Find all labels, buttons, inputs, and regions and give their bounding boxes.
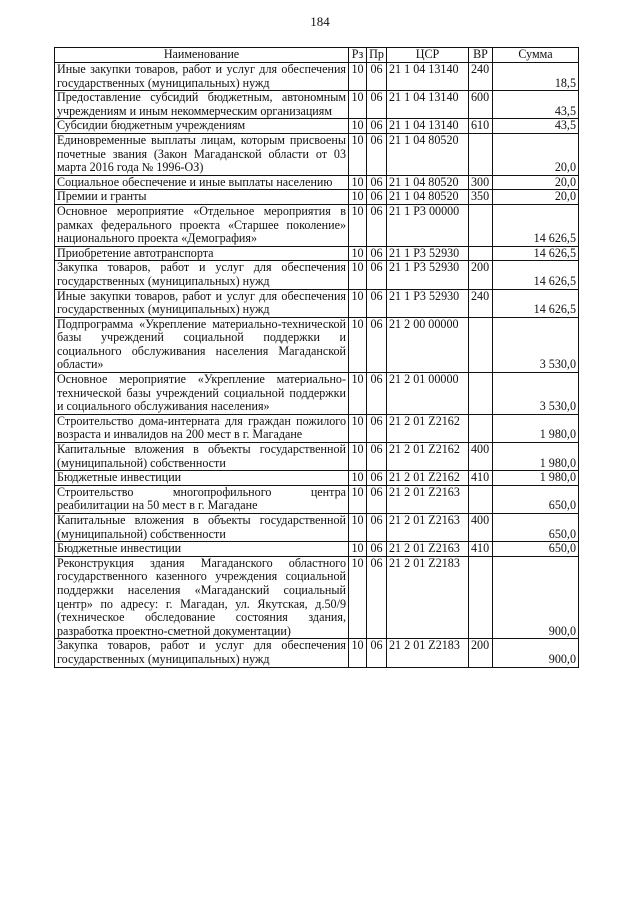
cell-sum: 3 530,0 xyxy=(493,317,579,372)
cell-vr: 600 xyxy=(469,91,493,119)
table-row xyxy=(55,133,579,175)
cell-csr: 21 2 01 Z2163 xyxy=(387,542,469,557)
cell-pr: 06 xyxy=(367,91,387,119)
cell-name: Предоставление субсидий бюджетным, автономным учреждениям и иным некоммерческим организациям xyxy=(55,91,349,119)
cell-pr: 06 xyxy=(367,119,387,134)
cell-csr: 21 1 04 80520 xyxy=(387,190,469,205)
cell-name: Строительство дома-интерната для граждан пожилого возраста и инвалидов на 200 мест в г. Магадане xyxy=(55,414,349,442)
table-row xyxy=(55,190,579,205)
cell-vr: 400 xyxy=(469,514,493,542)
cell-csr: 21 2 00 00000 xyxy=(387,317,469,372)
table-row xyxy=(55,514,579,542)
cell-rz: 10 xyxy=(349,133,367,175)
header-csr: ЦСР xyxy=(387,48,469,63)
cell-csr: 21 1 P3 52930 xyxy=(387,289,469,317)
cell-pr: 06 xyxy=(367,317,387,372)
cell-sum: 14 626,5 xyxy=(493,261,579,289)
header-pr: Пр xyxy=(367,48,387,63)
cell-sum: 3 530,0 xyxy=(493,373,579,415)
cell-vr xyxy=(469,485,493,513)
cell-pr: 06 xyxy=(367,246,387,261)
cell-name: Капитальные вложения в объекты государственной (муниципальной) собственности xyxy=(55,443,349,471)
cell-vr: 410 xyxy=(469,542,493,557)
cell-rz: 10 xyxy=(349,514,367,542)
cell-vr: 400 xyxy=(469,443,493,471)
cell-name: Капитальные вложения в объекты государственной (муниципальной) собственности xyxy=(55,514,349,542)
cell-name: Субсидии бюджетным учреждениям xyxy=(55,119,349,134)
header-row xyxy=(55,48,579,63)
cell-pr: 06 xyxy=(367,373,387,415)
cell-sum: 43,5 xyxy=(493,91,579,119)
header-vr: ВР xyxy=(469,48,493,63)
cell-vr xyxy=(469,414,493,442)
table-row xyxy=(55,373,579,415)
cell-rz: 10 xyxy=(349,443,367,471)
cell-csr: 21 1 04 13140 xyxy=(387,91,469,119)
cell-sum: 20,0 xyxy=(493,133,579,175)
cell-rz: 10 xyxy=(349,639,367,667)
cell-rz: 10 xyxy=(349,190,367,205)
cell-rz: 10 xyxy=(349,485,367,513)
cell-csr: 21 1 04 80520 xyxy=(387,133,469,175)
cell-sum: 900,0 xyxy=(493,639,579,667)
cell-sum: 900,0 xyxy=(493,556,579,639)
cell-name: Премии и гранты xyxy=(55,190,349,205)
table-row xyxy=(55,119,579,134)
cell-vr: 300 xyxy=(469,175,493,190)
cell-pr: 06 xyxy=(367,485,387,513)
cell-rz: 10 xyxy=(349,414,367,442)
table-row xyxy=(55,471,579,486)
cell-csr: 21 2 01 Z2162 xyxy=(387,443,469,471)
cell-sum: 1 980,0 xyxy=(493,443,579,471)
cell-csr: 21 1 P3 52930 xyxy=(387,246,469,261)
table-row xyxy=(55,289,579,317)
cell-sum: 18,5 xyxy=(493,63,579,91)
cell-csr: 21 1 04 80520 xyxy=(387,175,469,190)
cell-sum: 1 980,0 xyxy=(493,471,579,486)
cell-pr: 06 xyxy=(367,639,387,667)
cell-rz: 10 xyxy=(349,542,367,557)
budget-table xyxy=(54,47,579,668)
cell-rz: 10 xyxy=(349,175,367,190)
cell-csr: 21 1 P3 00000 xyxy=(387,204,469,246)
cell-rz: 10 xyxy=(349,63,367,91)
cell-pr: 06 xyxy=(367,414,387,442)
table-row xyxy=(55,556,579,639)
cell-csr: 21 2 01 Z2163 xyxy=(387,485,469,513)
table-row xyxy=(55,485,579,513)
cell-rz: 10 xyxy=(349,556,367,639)
table-row xyxy=(55,91,579,119)
cell-vr: 610 xyxy=(469,119,493,134)
cell-name: Подпрограмма «Укрепление материально-технической базы учреждений социальной поддержки и социального обслуживания населения Магаданской области» xyxy=(55,317,349,372)
table-row xyxy=(55,639,579,667)
cell-name: Реконструкция здания Магаданского областного государственного казенного учреждения социальной поддержки населения «Магаданский социальный центр» по адресу: г. Магадан, ул. Якутская, д.50/9 (техническое обследование состояния здания, разработка проектно-сметной документации) xyxy=(55,556,349,639)
cell-rz: 10 xyxy=(349,119,367,134)
cell-pr: 06 xyxy=(367,133,387,175)
page-number: 184 xyxy=(310,14,330,29)
cell-pr: 06 xyxy=(367,175,387,190)
cell-name: Строительство многопрофильного центра реабилитации на 50 мест в г. Магадане xyxy=(55,485,349,513)
cell-pr: 06 xyxy=(367,443,387,471)
cell-rz: 10 xyxy=(349,204,367,246)
table-header xyxy=(55,48,579,63)
cell-sum: 14 626,5 xyxy=(493,246,579,261)
cell-pr: 06 xyxy=(367,514,387,542)
cell-vr xyxy=(469,317,493,372)
cell-name: Основное мероприятие «Отдельное мероприятия в рамках федерального проекта «Старшее поколение» национального проекта «Демография» xyxy=(55,204,349,246)
table-row xyxy=(55,246,579,261)
table-row xyxy=(55,317,579,372)
cell-pr: 06 xyxy=(367,261,387,289)
cell-vr: 240 xyxy=(469,289,493,317)
cell-pr: 06 xyxy=(367,471,387,486)
cell-rz: 10 xyxy=(349,471,367,486)
cell-vr xyxy=(469,204,493,246)
cell-name: Единовременные выплаты лицам, которым присвоены почетные звания (Закон Магаданской области от 03 марта 2016 года № 1996-ОЗ) xyxy=(55,133,349,175)
cell-pr: 06 xyxy=(367,204,387,246)
cell-csr: 21 2 01 Z2183 xyxy=(387,556,469,639)
cell-name: Приобретение автотранспорта xyxy=(55,246,349,261)
cell-rz: 10 xyxy=(349,91,367,119)
cell-sum: 14 626,5 xyxy=(493,289,579,317)
cell-vr: 410 xyxy=(469,471,493,486)
cell-sum: 650,0 xyxy=(493,514,579,542)
cell-vr xyxy=(469,556,493,639)
cell-name: Основное мероприятие «Укрепление материально-технической базы учреждений социальной поддержки и социального обслуживания населения» xyxy=(55,373,349,415)
cell-vr: 200 xyxy=(469,639,493,667)
cell-sum: 650,0 xyxy=(493,485,579,513)
cell-sum: 43,5 xyxy=(493,119,579,134)
cell-vr: 200 xyxy=(469,261,493,289)
cell-name: Иные закупки товаров, работ и услуг для обеспечения государственных (муниципальных) нужд xyxy=(55,63,349,91)
table-body xyxy=(55,63,579,668)
cell-csr: 21 1 04 13140 xyxy=(387,63,469,91)
header-sum: Сумма xyxy=(493,48,579,63)
cell-rz: 10 xyxy=(349,317,367,372)
cell-pr: 06 xyxy=(367,190,387,205)
cell-sum: 14 626,5 xyxy=(493,204,579,246)
cell-pr: 06 xyxy=(367,542,387,557)
cell-name: Бюджетные инвестиции xyxy=(55,471,349,486)
cell-csr: 21 1 P3 52930 xyxy=(387,261,469,289)
cell-rz: 10 xyxy=(349,261,367,289)
cell-vr: 240 xyxy=(469,63,493,91)
table-row xyxy=(55,175,579,190)
cell-pr: 06 xyxy=(367,289,387,317)
table-row xyxy=(55,204,579,246)
cell-sum: 20,0 xyxy=(493,190,579,205)
table-row xyxy=(55,261,579,289)
table-row xyxy=(55,414,579,442)
table-row xyxy=(55,542,579,557)
cell-name: Иные закупки товаров, работ и услуг для обеспечения государственных (муниципальных) нужд xyxy=(55,289,349,317)
table-row xyxy=(55,63,579,91)
cell-name: Закупка товаров, работ и услуг для обеспечения государственных (муниципальных) нужд xyxy=(55,261,349,289)
cell-csr: 21 2 01 00000 xyxy=(387,373,469,415)
cell-name: Социальное обеспечение и иные выплаты населению xyxy=(55,175,349,190)
cell-vr xyxy=(469,373,493,415)
cell-rz: 10 xyxy=(349,289,367,317)
cell-name: Закупка товаров, работ и услуг для обеспечения государственных (муниципальных) нужд xyxy=(55,639,349,667)
cell-sum: 650,0 xyxy=(493,542,579,557)
cell-vr: 350 xyxy=(469,190,493,205)
cell-csr: 21 1 04 13140 xyxy=(387,119,469,134)
cell-csr: 21 2 01 Z2183 xyxy=(387,639,469,667)
cell-csr: 21 2 01 Z2163 xyxy=(387,514,469,542)
cell-rz: 10 xyxy=(349,373,367,415)
cell-csr: 21 2 01 Z2162 xyxy=(387,471,469,486)
cell-vr xyxy=(469,133,493,175)
header-name: Наименование xyxy=(55,48,349,63)
cell-csr: 21 2 01 Z2162 xyxy=(387,414,469,442)
cell-rz: 10 xyxy=(349,246,367,261)
cell-vr xyxy=(469,246,493,261)
cell-sum: 20,0 xyxy=(493,175,579,190)
cell-name: Бюджетные инвестиции xyxy=(55,542,349,557)
header-rz: Рз xyxy=(349,48,367,63)
cell-pr: 06 xyxy=(367,63,387,91)
cell-sum: 1 980,0 xyxy=(493,414,579,442)
table-row xyxy=(55,443,579,471)
cell-pr: 06 xyxy=(367,556,387,639)
